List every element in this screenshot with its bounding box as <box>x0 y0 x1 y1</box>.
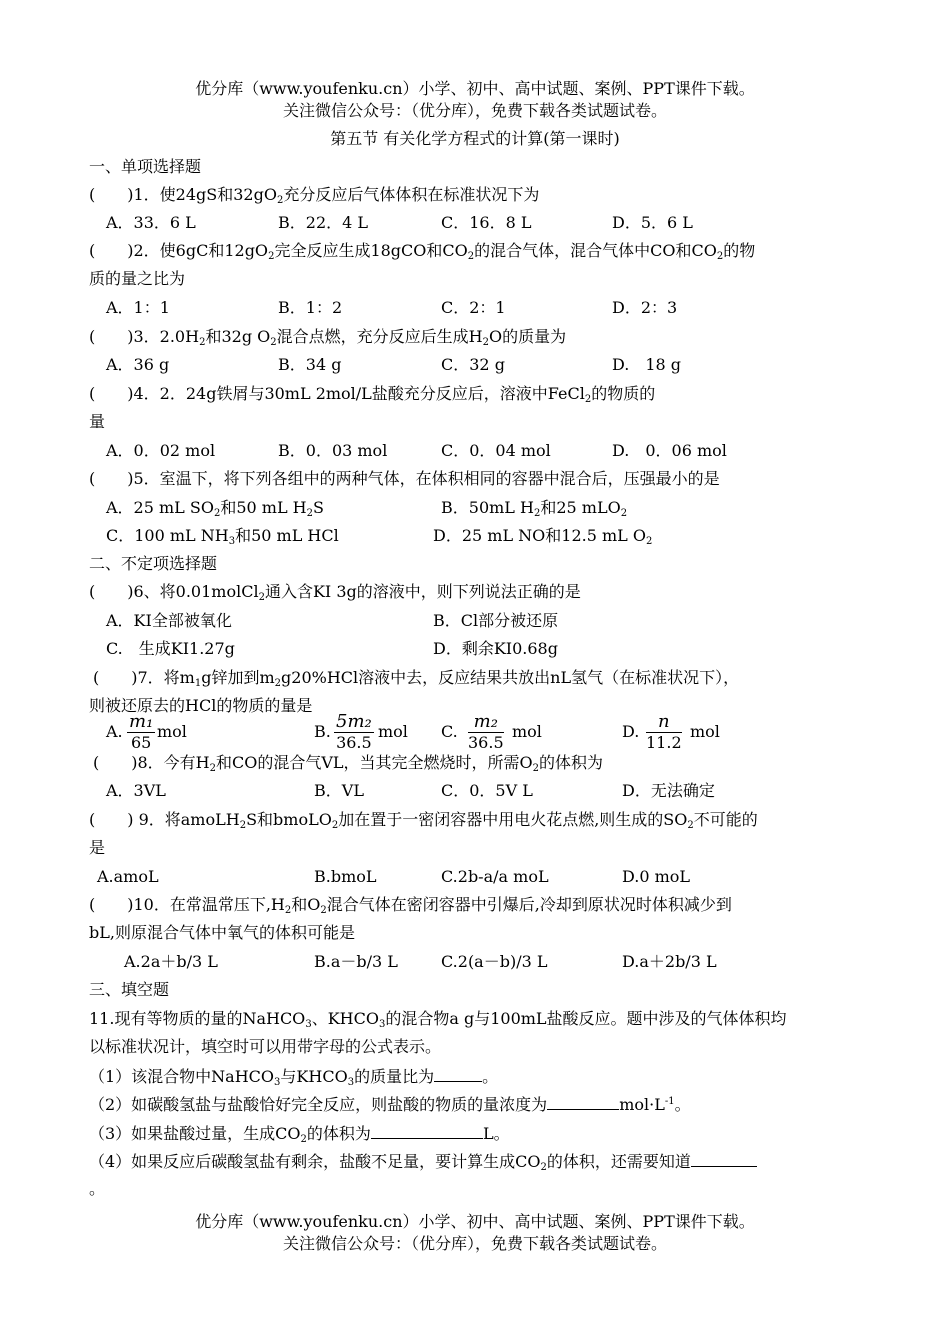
question-10-continuation: bL,则原混合气体中氧气的体积可能是 <box>89 923 355 942</box>
option-a-fraction: $\frac{\text{m₁}}{65}$ <box>129 711 154 752</box>
question-5: ( )5．室温下，将下列各组中的两种气体，在体积相同的容器中混合后，压强最小的是 <box>89 469 720 488</box>
question-8-options <box>0 778 950 804</box>
question-5-options-ab <box>0 495 950 521</box>
option-d: D．2：3 <box>612 298 678 317</box>
option-b-fraction: $\frac{\text{5m₂}}{36.5}$ <box>336 711 372 752</box>
option-b: B.bmoL <box>314 867 377 886</box>
option-d: D. 0．06 mol <box>612 441 727 460</box>
question-4: ( )4．2．24g铁屑与30mL 2mol/L盐酸充分反应后，溶液中FeCl2的物质的 <box>89 384 656 405</box>
question-7-options: A. $\frac{\text{m₁}}{65}$ mol B. $\frac{\text{5m₂}}{36.5}$ mol C. $\frac{\text{m₂}}{36.5}$ mol D. $\frac{n}{11.2}$ mol <box>106 711 720 752</box>
answer-blank-3[interactable] <box>371 1120 483 1139</box>
question-5-options-cd <box>0 523 950 549</box>
option-b: B．0．03 mol <box>278 441 388 460</box>
header-line-2: 关注微信公众号：（优分库），免费下载各类试题试卷。 <box>282 101 667 120</box>
question-4-continuation: 量 <box>89 412 106 431</box>
option-d: D．无法确定 <box>622 781 715 800</box>
option-c: C.2(a－b)/3 L <box>441 952 548 971</box>
question-1-options <box>0 210 950 236</box>
question-11-continuation: 以标准状况计，填空时可以用带字母的公式表示。 <box>89 1037 442 1056</box>
option-a: A.2a＋b/3 L <box>124 952 218 971</box>
option-b: B．22．4 L <box>278 213 369 232</box>
option-d-fraction: $\frac{n}{11.2}$ <box>646 711 682 752</box>
question-6-options-ab <box>0 608 950 634</box>
option-c: C．0．04 mol <box>441 441 551 460</box>
section-heading-multiple-choice: 二、不定项选择题 <box>89 554 218 573</box>
option-a: A．KI全部被氧化 <box>106 611 232 630</box>
option-c: C．16．8 L <box>441 213 532 232</box>
option-b-label: B. <box>314 722 331 741</box>
question-10-options <box>0 949 950 975</box>
footer-line-1: 优分库（www.youfenku.cn）小学、初中、高中试题、案例、PPT课件下载。 <box>195 1212 755 1231</box>
footer-line-2: 关注微信公众号：（优分库），免费下载各类试题试卷。 <box>282 1234 667 1253</box>
option-c: C. 生成KI1.27g <box>106 639 235 658</box>
question-6-options-cd <box>0 636 950 662</box>
option-d: D.a＋2b/3 L <box>622 952 717 971</box>
question-2-options <box>0 295 950 321</box>
option-c: C．100 mL NH3和50 mL HCl <box>106 526 339 547</box>
option-c-fraction: $\frac{\text{m₂}}{36.5}$ <box>468 711 504 752</box>
question-11: 11.现有等物质的量的NaHCO3、KHCO3的混合物a g与100mL盐酸反应。题中涉及的气体体积均 <box>89 1009 787 1030</box>
option-d: D.0 moL <box>622 867 691 886</box>
question-11-part-1: （1）该混合物中NaHCO3与KHCO3的质量比为 。 <box>0 1063 950 1089</box>
option-b: B．VL <box>314 781 364 800</box>
option-a: A．33．6 L <box>106 213 196 232</box>
question-7-continuation: 则被还原去的HCl的物质的量是 <box>89 696 313 715</box>
question-3: ( )3．2.0H2和32g O2混合点燃，充分反应后生成H2O的质量为 <box>89 327 567 348</box>
option-a: A．36 g <box>106 355 170 374</box>
header-line-1: 优分库（www.youfenku.cn）小学、初中、高中试题、案例、PPT课件下载。 <box>195 79 755 98</box>
question-8: ( )8．今有H2和CO的混合气VL，当其完全燃烧时，所需O2的体积为 <box>93 753 604 774</box>
option-d: D．剩余KI0.68g <box>433 639 558 658</box>
option-d-label: D. <box>622 722 640 741</box>
answer-blank-4[interactable] <box>691 1148 757 1167</box>
option-c: C．2：1 <box>441 298 506 317</box>
question-1: ( )1．使24gS和32gO2充分反应后气体体积在标准状况下为 <box>89 185 540 206</box>
option-b: B．34 g <box>278 355 342 374</box>
option-c: C．0．5V L <box>441 781 533 800</box>
question-11-part-4: （4）如果反应后碳酸氢盐有剩余，盐酸不足量，要计算生成CO2的体积，还需要知道 <box>0 1148 950 1174</box>
question-11-part-3: （3）如果盐酸过量，生成CO2的体积为 L。 <box>0 1120 950 1146</box>
answer-blank-1[interactable] <box>434 1063 482 1082</box>
question-2-continuation: 质的量之比为 <box>89 269 186 288</box>
question-9-continuation: 是 <box>89 838 106 857</box>
answer-blank-2[interactable] <box>547 1091 619 1110</box>
question-4-options <box>0 438 950 464</box>
option-a-label: A. <box>106 722 123 741</box>
option-d: D．5．6 L <box>612 213 693 232</box>
question-11-part-4-end: 。 <box>89 1179 106 1198</box>
option-b: B．50mL H2和25 mLO2 <box>441 498 628 519</box>
page-title: 第五节 有关化学方程式的计算(第一课时) <box>330 129 620 148</box>
question-10: ( )10．在常温常压下,H2和O2混合气体在密闭容器中引爆后,冷却到原状况时体积减少到 <box>89 895 732 916</box>
option-b: B．Cl部分被还原 <box>433 611 559 630</box>
option-a: A.amoL <box>97 867 159 886</box>
question-3-options <box>0 352 950 378</box>
question-7: ( )7．将m1g锌加到m2g20%HCl溶液中去，反应结果共放出nL氢气（在标准状况下）， <box>93 668 740 689</box>
question-9: ( ) 9．将amoLH2S和bmoLO2加在置于一密闭容器中用电火花点燃,则生成的SO2不可能的 <box>89 810 758 831</box>
option-d: D．25 mL NO和12.5 mL O2 <box>433 526 653 547</box>
question-2: ( )2．使6gC和12gO2完全反应生成18gCO和CO2的混合气体，混合气体中CO和CO2的物 <box>89 241 756 262</box>
section-heading-single-choice: 一、单项选择题 <box>89 157 202 176</box>
question-6: ( )6、将0.01molCl2通入含KI 3g的溶液中，则下列说法正确的是 <box>89 582 581 603</box>
option-b: B．1：2 <box>278 298 343 317</box>
section-heading-fill-in: 三、填空题 <box>89 980 170 999</box>
option-a: A．0．02 mol <box>106 441 216 460</box>
question-11-part-2: （2）如碳酸氢盐与盐酸恰好完全反应，则盐酸的物质的量浓度为 $mol\cdot L^{-1}$。 <box>0 1091 950 1117</box>
option-c-label: C. <box>441 722 458 741</box>
option-b: B.a－b/3 L <box>314 952 398 971</box>
option-a: A．25 mL SO2和50 mL H2S <box>106 498 324 519</box>
question-9-options <box>0 864 950 890</box>
option-d: D. 18 g <box>612 355 682 374</box>
option-c: C.2b-a/a moL <box>441 867 549 886</box>
option-c: C．32 g <box>441 355 505 374</box>
option-a: A．1：1 <box>106 298 170 317</box>
option-a: A．3VL <box>106 781 166 800</box>
